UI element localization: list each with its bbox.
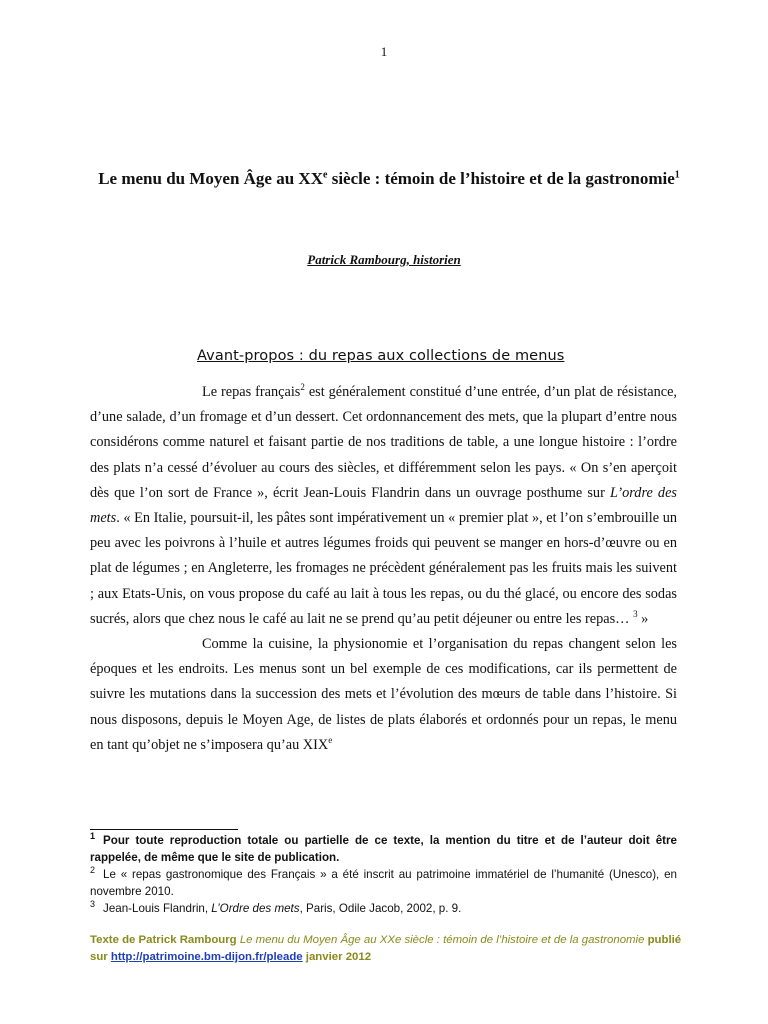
footnote-ref-2[interactable]: 2 <box>300 382 305 393</box>
footnotes <box>90 832 677 917</box>
footer-link[interactable]: http://patrimoine.bm-dijon.fr/pleade <box>110 951 303 963</box>
paragraph-2: Comme la cuisine, la physionomie et l’organisation du repas changent selon les époques et les endroits. Les menus sont un bel exemple de ces modifications, car ils permettent de suivre les mutations dans la succession des mets et l’évolution des mœurs de table dans l’histoire. Si nous disposons, depuis le Moyen Age, de listes de plats élaborés et ordonnés pour un repas, le menu en tant qu’objet ne s’imposera qu’au XIXe <box>90 636 677 753</box>
book-title: L’ordre des mets <box>90 484 677 527</box>
footnote-2: $^2$ Le « repas gastronomique des Français » a été inscrit au patrimoine immatériel de l’humanité (Unesco), en novembre 2010. <box>90 865 677 898</box>
footnote-1: $^1$ Pour toute reproduction totale ou partielle de ce texte, la mention du titre et de l’auteur doit être rappelée, de même que le site de publication. <box>90 831 677 864</box>
footnote-ref-3[interactable]: 3 <box>633 609 638 620</box>
title-part1: Le menu du Moyen Âge au XX <box>98 169 323 188</box>
section-heading: Avant-propos : du repas aux collections de menus <box>197 348 565 364</box>
footer-date: janvier 2012 <box>302 951 372 963</box>
title-part2: siècle : témoin de l’histoire et de la gastronomie <box>327 169 675 188</box>
paragraph-1: Le repas français$^2$ est généralement constitué d’une entrée, d’un plat de résistance, d’une salade, d’un fromage et d’un dessert. Cet ordonnancement des mets, que la plupart d’entre nous considérons comme naturel et faisant partie de nos traditions de table, a une longue histoire : l’ordre des plats n’a cessé d’évoluer au cours des siècles, et différemment selon les pays. « On s’en aperçoit dès que l’on sort de France », écrit Jean-Louis Flandrin dans un ouvrage posthume sur L’ordre des mets. « En Italie, poursuit-il, les pâtes sont impérativement un « premier plat », et l’on s’embrouille un peu avec les poivrons à l’huile et autres légumes froids qui peuvent se manger en hors-d’œuvre ou en plat de légumes ; en Angleterre, les fromages ne précèdent généralement pas les fruits mais les suivent ; aux Etats-Unis, on vous propose du café au lait à tous les repas, ou du thé glacé, ou encore des sodas sucrés, alors que chez nous le café au lait ne se prend qu’au petit déjeuner ou entre les repas… $^3$ » <box>90 382 677 627</box>
body-text <box>90 380 677 758</box>
footer-title: Le menu du Moyen Âge au XXe siècle : témoin de l’histoire et de la gastronomie <box>239 934 645 946</box>
footnote-3: $^3$ Jean-Louis Flandrin, L’Ordre des mets, Paris, Odile Jacob, 2002, p. 9. <box>90 899 462 915</box>
page-number: 1 <box>380 44 388 59</box>
footnote-separator <box>90 829 238 830</box>
title-footnote-ref[interactable]: 1 <box>674 169 680 181</box>
document-title <box>96 162 682 196</box>
title-superscript: e <box>323 169 328 181</box>
footer-lead: Texte de Patrick Rambourg <box>90 934 240 946</box>
author-line: Patrick Rambourg, historien <box>307 252 461 267</box>
page-footer <box>90 932 690 966</box>
footer-mid: publié sur <box>90 934 682 963</box>
